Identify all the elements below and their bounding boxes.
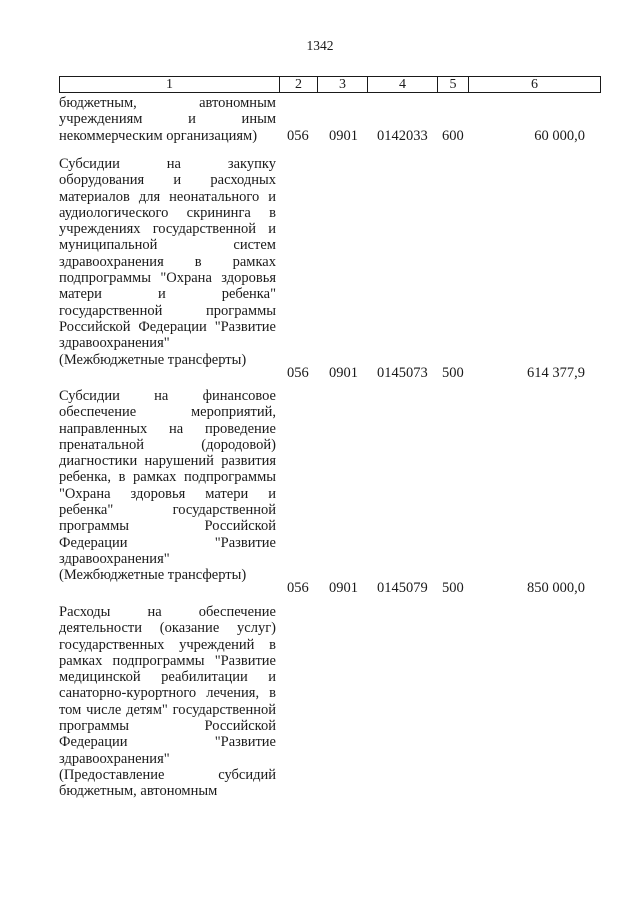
page-number: 1342 [306, 38, 334, 53]
header-col-5: 5 [438, 77, 469, 92]
table-row [59, 156, 601, 381]
row-col-3: 0901 [329, 365, 358, 381]
row-description: Расходы на обеспечение деятельности (оказание услуг) государственных учреждений в рамках подпрограммы "Развитие медицинской реабилитации и санаторно-курортного лечения, в том числе детям" государственной программы Российской Федерации "Развитие здравоохранения" (Предоставление субсидий бюджетным, автономным [59, 604, 276, 800]
row-col-6: 850 000,0 [527, 580, 585, 596]
row-col-2: 056 [287, 128, 309, 144]
table-header [59, 76, 601, 93]
header-col-6: 6 [531, 77, 538, 92]
row-col-6: 60 000,0 [534, 128, 585, 144]
header-col-1: 1 [60, 77, 280, 92]
row-col-4: 0145079 [377, 580, 428, 596]
row-col-5: 500 [442, 365, 464, 381]
row-description: Субсидии на финансовое обеспечение мероприятий, направленных на проведение пренатальной (дородовой) диагностики нарушений развития ребенка, в рамках подпрограммы "Охрана здоровья матери и ребенка" государственной программы Российской Федерации "Развитие здравоохранения" (Межбюджетные трансферты) [59, 388, 276, 584]
table-row [59, 604, 601, 800]
table-row [59, 95, 601, 144]
row-description: Субсидии на закупку оборудования и расходных материалов для неонатального и аудиологического скрининга в учреждениях государственной и муниципальной систем здравоохранения в рамках подпрограммы "Охрана здоровья матери и ребенка" государственной программы Российской Федерации "Развитие здравоохранения" (Межбюджетные трансферты) [59, 156, 276, 368]
row-col-4: 0145073 [377, 365, 428, 381]
row-col-3: 0901 [329, 128, 358, 144]
row-col-6: 614 377,9 [527, 365, 585, 381]
row-col-4: 0142033 [377, 128, 428, 144]
header-col-3: 3 [318, 77, 368, 92]
header-col-4: 4 [368, 77, 438, 92]
row-col-5: 500 [442, 580, 464, 596]
table-row [59, 388, 601, 596]
header-col-2: 2 [280, 77, 318, 92]
row-col-5: 600 [442, 128, 464, 144]
row-col-2: 056 [287, 365, 309, 381]
row-col-3: 0901 [329, 580, 358, 596]
row-col-2: 056 [287, 580, 309, 596]
row-description: бюджетным, автономным учреждениям и иным некоммерческим организациям) [59, 95, 276, 144]
